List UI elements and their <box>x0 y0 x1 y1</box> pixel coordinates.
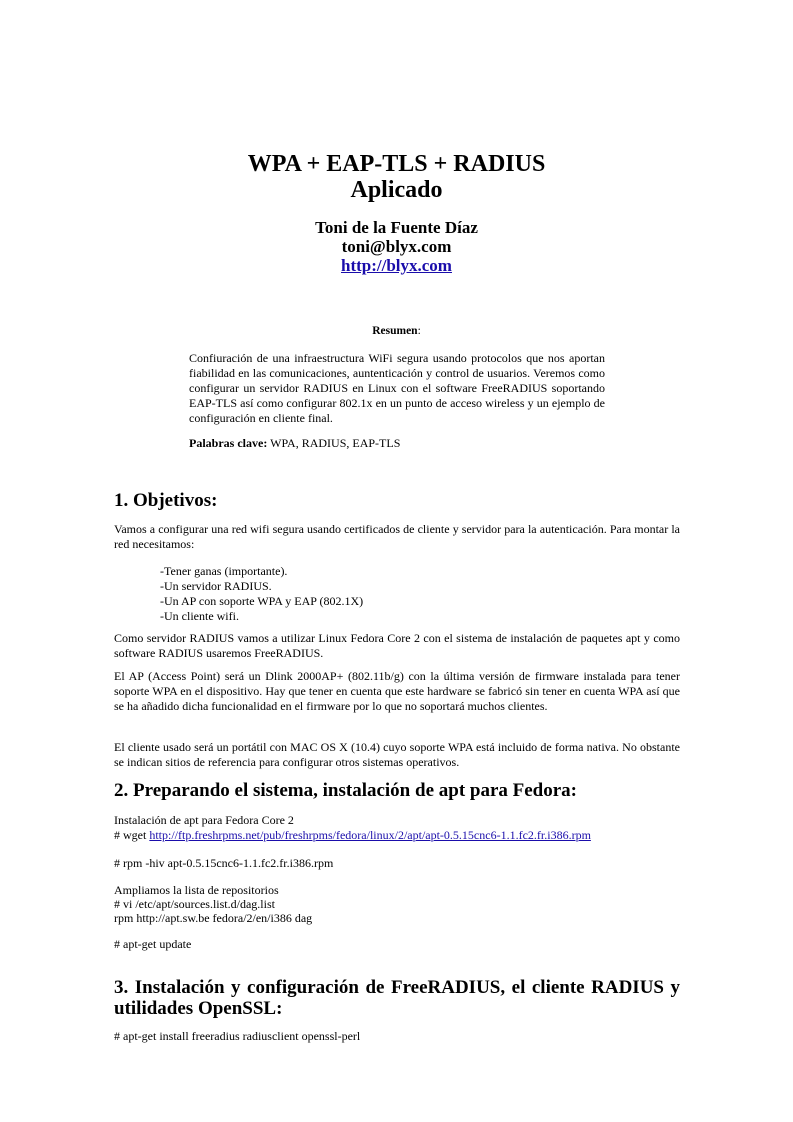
title-block <box>0 151 793 203</box>
section-heading-apt: 2. Preparando el sistema, instalación de apt para Fedora: <box>114 780 578 801</box>
repo-line: rpm http://apt.sw.be fedora/2/en/i386 dag <box>114 911 313 925</box>
document-subtitle: Aplicado <box>350 177 443 203</box>
keywords <box>189 436 605 451</box>
list-item: -Un cliente wifi. <box>160 609 239 623</box>
wget-prefix: # wget <box>114 828 150 842</box>
author-name: Toni de la Fuente Díaz <box>315 218 478 237</box>
document-title: WPA + EAP-TLS + RADIUS <box>247 151 546 177</box>
wget-command <box>114 828 591 843</box>
vi-command: # vi /etc/apt/sources.list.d/dag.list <box>114 897 275 911</box>
keywords-value: WPA, RADIUS, EAP-TLS <box>270 436 401 450</box>
section1-paragraph-client: El cliente usado será un portátil con MAC OS X (10.4) cuyo soporte WPA está incluido de forma nativa. No obstante se indican sitios de referencia para configurar otros sistemas operativos. <box>114 740 680 769</box>
section-heading-freeradius: 3. Instalación y configuración de FreeRADIUS, el cliente RADIUS y utilidades OpenSSL: <box>114 977 680 1019</box>
apt-install-label: Instalación de apt para Fedora Core 2 <box>114 813 294 827</box>
repos-label: Ampliamos la lista de repositorios <box>114 883 279 897</box>
abstract-heading-label: Resumen <box>372 325 418 337</box>
section1-intro: Vamos a configurar una red wifi segura usando certificados de cliente y servidor para la autenticación. Para montar la red necesitamos: <box>114 522 680 551</box>
author-url-link[interactable]: http://blyx.com <box>341 256 452 275</box>
rpm-command: # rpm -hiv apt-0.5.15cnc6-1.1.fc2.fr.i386.rpm <box>114 856 334 870</box>
author-block <box>0 218 793 275</box>
list-item: -Un AP con soporte WPA y EAP (802.1X) <box>160 594 364 608</box>
abstract-heading-colon: : <box>417 325 421 337</box>
list-item: -Un servidor RADIUS. <box>160 579 272 593</box>
section1-paragraph-ap: El AP (Access Point) será un Dlink 2000AP+ (802.11b/g) con la última versión de firmware instalada para tener soporte WPA en el dispositivo. Hay que tener en cuenta que este hardware se fabricó sin tener en cuenta WPA así que se ha añadido dicha funcionalidad en el firmware por lo que no soportará muchos clientes. <box>114 669 680 713</box>
apt-rpm-link[interactable]: http://ftp.freshrpms.net/pub/freshrpms/fedora/linux/2/apt/apt-0.5.15cnc6-1.1.fc2.fr.i386.rpm <box>149 828 591 842</box>
keywords-label: Palabras clave: <box>189 436 268 450</box>
requirements-list <box>160 564 363 624</box>
abstract-heading <box>0 325 793 337</box>
apt-get-install-command: # apt-get install freeradius radiusclient openssl-perl <box>114 1029 361 1043</box>
apt-update-command: # apt-get update <box>114 937 192 951</box>
section1-paragraph-server: Como servidor RADIUS vamos a utilizar Linux Fedora Core 2 con el sistema de instalación de paquetes apt y como software RADIUS usaremos FreeRADIUS. <box>114 631 680 660</box>
abstract-body: Confiuración de una infraestructura WiFi segura usando protocolos que nos aportan fiabilidad en las comunicaciones, auntenticación y control de usuarios. Veremos como configurar un servidor RADIUS en Linux con el software FreeRADIUS soportando EAP-TLS así como configurar 802.1x en un punto de acceso wireless y un ejemplo de configuración en cliente final. <box>189 351 605 425</box>
list-item: -Tener ganas (importante). <box>160 564 288 578</box>
author-email: toni@blyx.com <box>341 237 452 256</box>
section-heading-objetivos: 1. Objetivos: <box>114 490 218 511</box>
